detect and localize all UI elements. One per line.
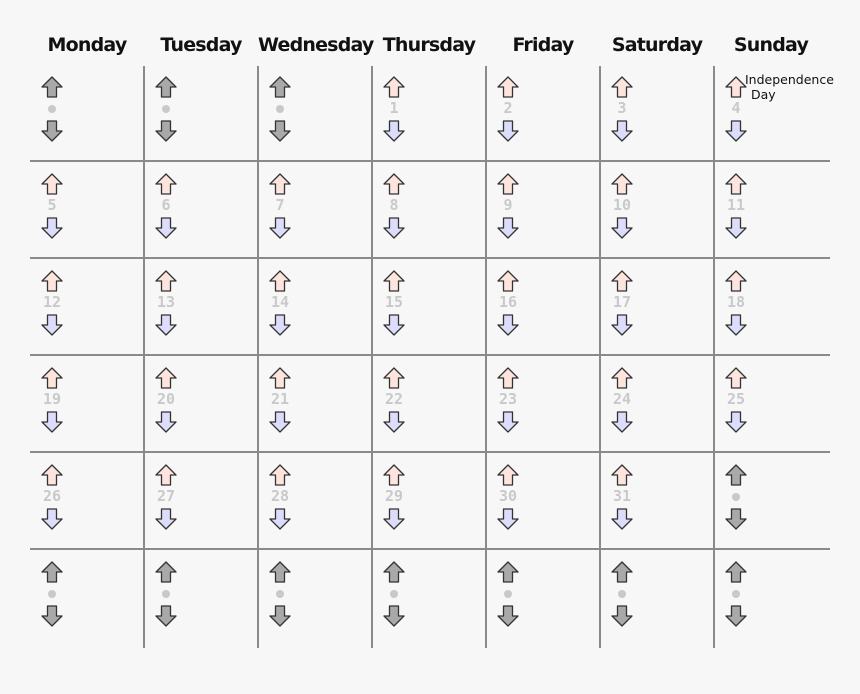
down-arrow-icon[interactable] [268,119,292,143]
day-number: 21 [270,390,290,408]
day-number: 8 [389,196,399,214]
day-cell[interactable] [601,67,713,161]
up-arrow-icon[interactable] [382,560,406,584]
up-arrow-icon[interactable] [382,463,406,487]
down-arrow-icon[interactable] [496,313,520,337]
day-number: 20 [156,390,176,408]
up-arrow-icon[interactable] [610,75,634,99]
empty-day-cell [259,552,371,646]
day-cell[interactable] [715,358,827,452]
up-arrow-icon[interactable] [496,269,520,293]
dot-icon [48,105,56,113]
empty-day-cell [487,552,599,646]
down-arrow-icon[interactable] [154,604,178,628]
down-arrow-icon[interactable] [610,410,634,434]
day-number: 3 [617,99,627,117]
down-arrow-icon[interactable] [496,216,520,240]
down-arrow-icon[interactable] [610,313,634,337]
day-cell[interactable] [487,358,599,452]
down-arrow-icon[interactable] [724,410,748,434]
day-number: 23 [498,390,518,408]
down-arrow-icon[interactable] [610,604,634,628]
empty-day-cell [31,552,143,646]
up-arrow-icon[interactable] [496,560,520,584]
down-arrow-icon[interactable] [496,604,520,628]
day-number: 6 [161,196,171,214]
up-arrow-icon[interactable] [40,366,64,390]
day-cell[interactable] [487,455,599,549]
up-arrow-icon[interactable] [610,366,634,390]
up-arrow-icon[interactable] [610,269,634,293]
down-arrow-icon[interactable] [154,507,178,531]
day-number: 13 [156,293,176,311]
down-arrow-icon[interactable] [154,313,178,337]
down-arrow-icon[interactable] [40,216,64,240]
day-number: 2 [503,99,513,117]
weekday-header-saturday: Saturday [611,34,703,56]
down-arrow-icon[interactable] [382,604,406,628]
holiday-label-line: Independence [745,72,834,87]
up-arrow-icon[interactable] [154,172,178,196]
day-number: 10 [612,196,632,214]
up-arrow-icon[interactable] [154,366,178,390]
down-arrow-icon[interactable] [610,216,634,240]
up-arrow-icon[interactable] [610,172,634,196]
day-number: 30 [498,487,518,505]
down-arrow-icon[interactable] [724,507,748,531]
day-cell[interactable] [487,67,599,161]
up-arrow-icon[interactable] [40,560,64,584]
day-number: 27 [156,487,176,505]
empty-day-cell [31,67,143,161]
dot-icon [276,105,284,113]
up-arrow-icon[interactable] [40,463,64,487]
day-cell[interactable] [145,261,257,355]
dot-icon [618,590,626,598]
up-arrow-icon[interactable] [154,75,178,99]
up-arrow-icon[interactable] [724,172,748,196]
dot-icon [504,590,512,598]
day-cell[interactable] [145,358,257,452]
down-arrow-icon[interactable] [268,410,292,434]
day-cell[interactable] [601,358,713,452]
down-arrow-icon[interactable] [268,216,292,240]
down-arrow-icon[interactable] [610,119,634,143]
weekday-header-tuesday: Tuesday [160,34,242,56]
down-arrow-icon[interactable] [154,119,178,143]
dot-icon [390,590,398,598]
up-arrow-icon[interactable] [268,75,292,99]
day-cell[interactable] [259,164,371,258]
dot-icon [162,105,170,113]
up-arrow-icon[interactable] [268,269,292,293]
down-arrow-icon[interactable] [496,119,520,143]
day-number: 17 [612,293,632,311]
up-arrow-icon[interactable] [268,172,292,196]
holiday-label-line: Day [751,87,776,102]
day-cell[interactable] [373,261,485,355]
up-arrow-icon[interactable] [496,75,520,99]
up-arrow-icon[interactable] [496,172,520,196]
day-number: 11 [726,196,746,214]
up-arrow-icon[interactable] [40,172,64,196]
down-arrow-icon[interactable] [724,119,748,143]
day-number: 7 [275,196,285,214]
dot-icon [162,590,170,598]
down-arrow-icon[interactable] [724,313,748,337]
weekday-header-wednesday: Wednesday [258,34,374,56]
day-cell[interactable] [259,358,371,452]
down-arrow-icon[interactable] [382,410,406,434]
day-cell[interactable] [715,164,827,258]
up-arrow-icon[interactable] [382,172,406,196]
day-number: 28 [270,487,290,505]
up-arrow-icon[interactable] [496,463,520,487]
up-arrow-icon[interactable] [724,463,748,487]
day-cell[interactable] [487,261,599,355]
empty-day-cell [715,552,827,646]
down-arrow-icon[interactable] [268,507,292,531]
dot-icon [48,590,56,598]
down-arrow-icon[interactable] [382,119,406,143]
down-arrow-icon[interactable] [40,507,64,531]
day-number: 25 [726,390,746,408]
up-arrow-icon[interactable] [154,560,178,584]
up-arrow-icon[interactable] [724,560,748,584]
day-number: 22 [384,390,404,408]
down-arrow-icon[interactable] [268,313,292,337]
day-number: 26 [42,487,62,505]
down-arrow-icon[interactable] [724,216,748,240]
day-cell[interactable] [715,261,827,355]
day-number: 24 [612,390,632,408]
day-cell[interactable] [601,261,713,355]
day-cell[interactable] [373,164,485,258]
day-cell[interactable] [601,455,713,549]
weekday-header-monday: Monday [47,34,127,56]
day-cell[interactable] [259,261,371,355]
day-number: 9 [503,196,513,214]
day-number: 19 [42,390,62,408]
down-arrow-icon[interactable] [40,119,64,143]
day-cell[interactable] [259,455,371,549]
empty-day-cell [715,455,827,549]
weekday-header-friday: Friday [512,34,574,56]
down-arrow-icon[interactable] [382,216,406,240]
up-arrow-icon[interactable] [40,269,64,293]
up-arrow-icon[interactable] [268,560,292,584]
day-cell[interactable] [601,164,713,258]
up-arrow-icon[interactable] [40,75,64,99]
up-arrow-icon[interactable] [382,269,406,293]
weekday-header-thursday: Thursday [382,34,476,56]
dot-icon [732,590,740,598]
empty-day-cell [145,552,257,646]
up-arrow-icon[interactable] [154,269,178,293]
up-arrow-icon[interactable] [610,560,634,584]
weekday-header-sunday: Sunday [733,34,809,56]
day-cell[interactable] [373,67,485,161]
day-cell[interactable] [31,164,143,258]
day-number: 4 [731,99,741,117]
down-arrow-icon[interactable] [154,216,178,240]
empty-day-cell [373,552,485,646]
down-arrow-icon[interactable] [496,410,520,434]
up-arrow-icon[interactable] [724,366,748,390]
day-cell[interactable] [715,67,834,161]
day-number: 29 [384,487,404,505]
down-arrow-icon[interactable] [382,507,406,531]
up-arrow-icon[interactable] [154,463,178,487]
day-number: 16 [498,293,518,311]
down-arrow-icon[interactable] [496,507,520,531]
up-arrow-icon[interactable] [382,366,406,390]
down-arrow-icon[interactable] [382,313,406,337]
down-arrow-icon[interactable] [154,410,178,434]
day-number: 5 [47,196,57,214]
day-cell[interactable] [145,164,257,258]
day-number: 1 [389,99,399,117]
down-arrow-icon[interactable] [40,410,64,434]
empty-day-cell [601,552,713,646]
up-arrow-icon[interactable] [382,75,406,99]
up-arrow-icon[interactable] [496,366,520,390]
day-cell[interactable] [145,455,257,549]
up-arrow-icon[interactable] [610,463,634,487]
empty-day-cell [259,67,371,161]
day-number: 31 [612,487,632,505]
up-arrow-icon[interactable] [268,463,292,487]
day-cell[interactable] [373,455,485,549]
day-number: 15 [384,293,404,311]
up-arrow-icon[interactable] [724,269,748,293]
dot-icon [276,590,284,598]
day-cell[interactable] [487,164,599,258]
day-cell[interactable] [31,261,143,355]
day-number: 14 [270,293,290,311]
empty-day-cell [145,67,257,161]
day-number: 18 [726,293,746,311]
down-arrow-icon[interactable] [40,313,64,337]
day-number: 12 [42,293,62,311]
down-arrow-icon[interactable] [268,604,292,628]
dot-icon [732,493,740,501]
holiday-label [745,72,834,102]
day-cell[interactable] [31,455,143,549]
day-cell[interactable] [373,358,485,452]
down-arrow-icon[interactable] [610,507,634,531]
day-cell[interactable] [31,358,143,452]
down-arrow-icon[interactable] [40,604,64,628]
up-arrow-icon[interactable] [268,366,292,390]
down-arrow-icon[interactable] [724,604,748,628]
